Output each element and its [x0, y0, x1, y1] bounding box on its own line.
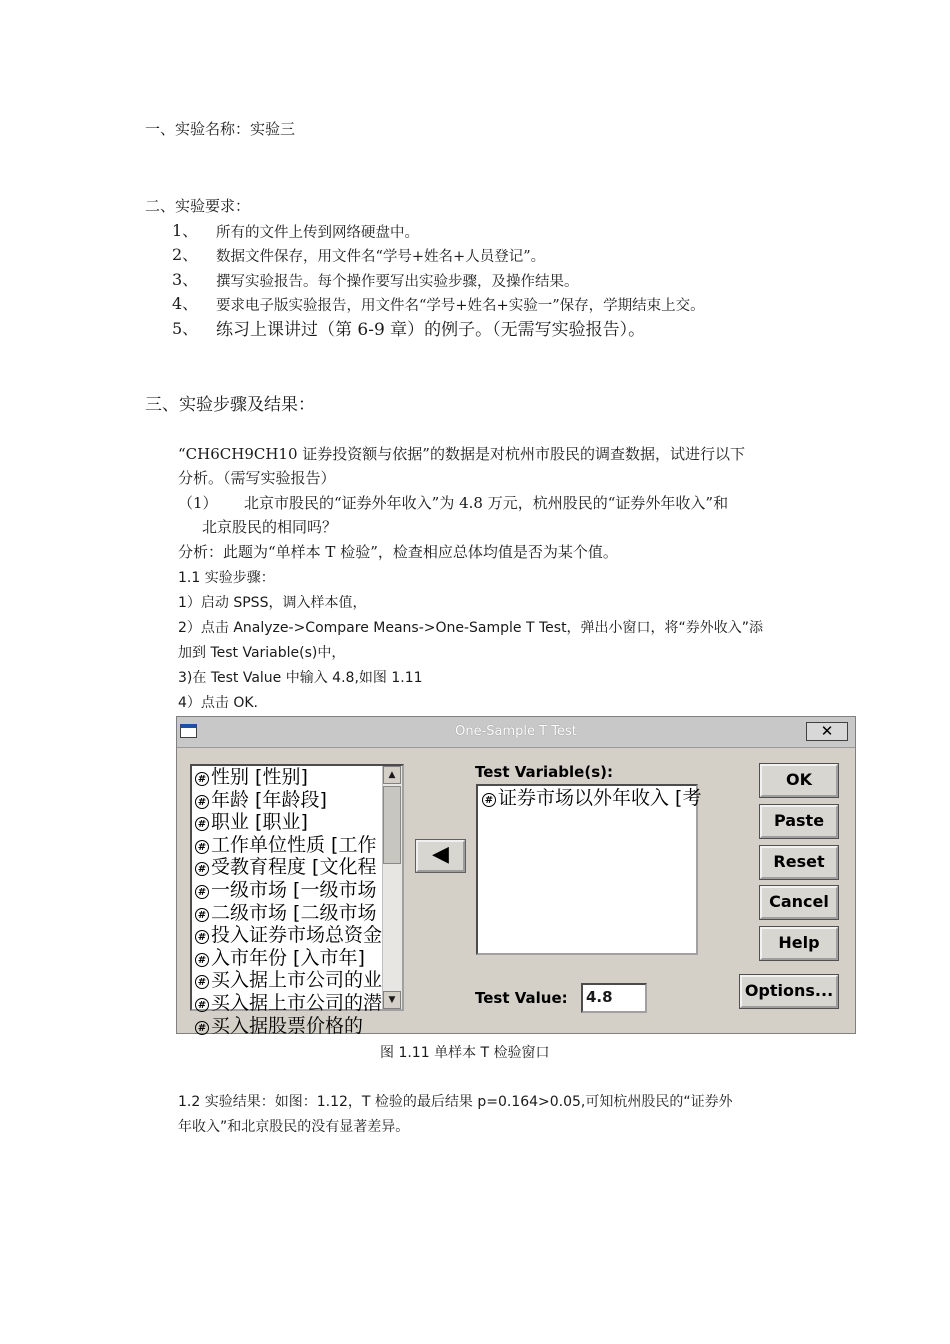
variable-label: 一级市场 [一级市场	[211, 878, 377, 901]
step-text: 4）点击 OK.	[178, 695, 259, 711]
requirement-text: 要求电子版实验报告，用文件名“学号+姓名+实验一”保存，学期结束上交。	[216, 298, 705, 314]
requirement-text: 练习上课讲过（第 6-9 章）的例子。（无需写实验报告）。	[216, 320, 646, 340]
list-item[interactable]	[192, 811, 402, 834]
cancel-button[interactable]: Cancel	[760, 886, 838, 919]
variable-icon: #	[195, 862, 209, 876]
variable-label: 性别 [性别]	[211, 766, 308, 788]
variable-label: 工作单位性质 [工作	[211, 833, 377, 856]
reset-button[interactable]: Reset	[760, 846, 838, 879]
section-2-heading: 二、实验要求：	[145, 197, 251, 215]
variable-label: 受教育程度 [文化程	[211, 856, 377, 879]
requirement-number: 3、	[172, 270, 199, 289]
list-item[interactable]	[192, 902, 402, 925]
close-button[interactable]: ✕	[806, 722, 848, 741]
list-item[interactable]	[192, 992, 402, 1015]
requirement-number: 5、	[172, 319, 199, 338]
result-text: 年收入”和北京股民的没有显著差异。	[178, 1119, 410, 1135]
variable-icon: #	[195, 885, 209, 899]
intro-text: “CH6CH9CH10 证券投资额与依据”的数据是对杭州市股民的调查数据，试进行以下	[178, 445, 745, 463]
figure-caption: 图 1.11 单样本 T 检验窗口	[380, 1045, 550, 1061]
list-scrollbar[interactable]	[382, 766, 402, 1009]
list-item[interactable]	[192, 879, 402, 902]
requirement-number: 2、	[172, 245, 199, 264]
variable-label: 买入据上市公司的潜	[211, 991, 383, 1014]
variable-label: 证券市场以外年收入 [考	[498, 787, 702, 809]
variable-icon: #	[195, 953, 209, 967]
variable-icon: #	[195, 975, 209, 989]
list-item[interactable]	[192, 834, 402, 857]
dialog-titlebar[interactable]	[177, 717, 855, 748]
step-text: 3)在 Test Value 中输入 4.8,如图 1.11	[178, 670, 423, 686]
test-variables-label: Test Variable(s):	[475, 763, 613, 781]
paste-button[interactable]: Paste	[760, 805, 838, 838]
test-value-input[interactable]: 4.8	[581, 983, 647, 1013]
ok-button[interactable]: OK	[760, 764, 838, 797]
requirement-number: 1、	[172, 221, 199, 240]
variable-label: 二级市场 [二级市场	[211, 901, 377, 924]
step-text: 1）启动 SPSS，调入样本值，	[178, 595, 367, 611]
source-variable-list[interactable]	[190, 764, 404, 1037]
list-item[interactable]	[192, 1015, 402, 1038]
variable-icon: #	[195, 998, 209, 1012]
list-item[interactable]	[192, 766, 402, 789]
requirement-text: 数据文件保存，用文件名“学号+姓名+人员登记”。	[216, 249, 546, 265]
variable-icon: #	[195, 908, 209, 922]
variable-icon: #	[195, 840, 209, 854]
variable-icon: #	[195, 795, 209, 809]
list-item[interactable]	[192, 924, 402, 947]
requirement-text: 所有的文件上传到网络硬盘中。	[216, 225, 419, 241]
steps-title: 1.1 实验步骤：	[178, 570, 275, 586]
list-item[interactable]	[192, 856, 402, 879]
list-item[interactable]	[192, 969, 402, 992]
variable-icon: #	[195, 772, 209, 786]
variable-label: 买入据上市公司的业	[211, 969, 383, 992]
section-1-heading: 一、实验名称：实验三	[145, 120, 296, 138]
requirement-number: 4、	[172, 294, 199, 313]
variable-icon: #	[195, 930, 209, 944]
variable-icon: #	[195, 817, 209, 831]
question-text: 北京股民的相同吗？	[202, 518, 338, 536]
question-number: （1）	[178, 494, 218, 512]
scrollbar-thumb[interactable]	[383, 786, 401, 864]
result-text: 1.2 实验结果：如图：1.12，T 检验的最后结果 p=0.164>0.05,可知杭州股民的“证券外	[178, 1094, 733, 1110]
list-item[interactable]	[192, 947, 402, 970]
section-3-heading: 三、实验步骤及结果：	[145, 395, 315, 415]
dialog-title: One-Sample T Test	[455, 724, 577, 739]
variable-label: 入市年份 [入市年]	[211, 946, 365, 969]
one-sample-t-test-dialog	[176, 716, 856, 1037]
variable-label: 投入证券市场总资金	[211, 924, 383, 947]
intro-text: 分析。（需写实验报告）	[178, 469, 336, 487]
scroll-up-arrow-icon[interactable]: ▲	[383, 766, 401, 784]
list-item[interactable]	[478, 786, 702, 810]
requirement-text: 撰写实验报告。每个操作要写出实验步骤，及操作结果。	[216, 274, 579, 290]
step-text: 加到 Test Variable(s)中，	[178, 645, 346, 661]
variable-icon: #	[482, 793, 496, 807]
help-button[interactable]: Help	[760, 927, 838, 960]
test-value-label: Test Value:	[475, 989, 568, 1007]
test-variables-list[interactable]	[476, 784, 702, 955]
variable-label: 职业 [职业]	[211, 811, 308, 834]
variable-label: 年龄 [年龄段]	[211, 788, 327, 811]
variable-icon: #	[195, 1021, 209, 1035]
move-variable-button[interactable]: ◀	[416, 840, 465, 872]
scroll-down-arrow-icon[interactable]: ▼	[383, 991, 401, 1009]
options-button[interactable]: Options...	[740, 975, 838, 1008]
variable-label: 买入据股票价格的	[211, 1014, 364, 1037]
step-text: 2）点击 Analyze->Compare Means->One-Sample T Test，弹出小窗口，将“券外收入”添	[178, 620, 764, 636]
analysis-text: 分析：此题为“单样本 T 检验”，检查相应总体均值是否为某个值。	[178, 543, 618, 561]
question-text: 北京市股民的“证券外年收入”为 4.8 万元，杭州股民的“证券外年收入”和	[244, 494, 729, 512]
list-item[interactable]	[192, 789, 402, 812]
